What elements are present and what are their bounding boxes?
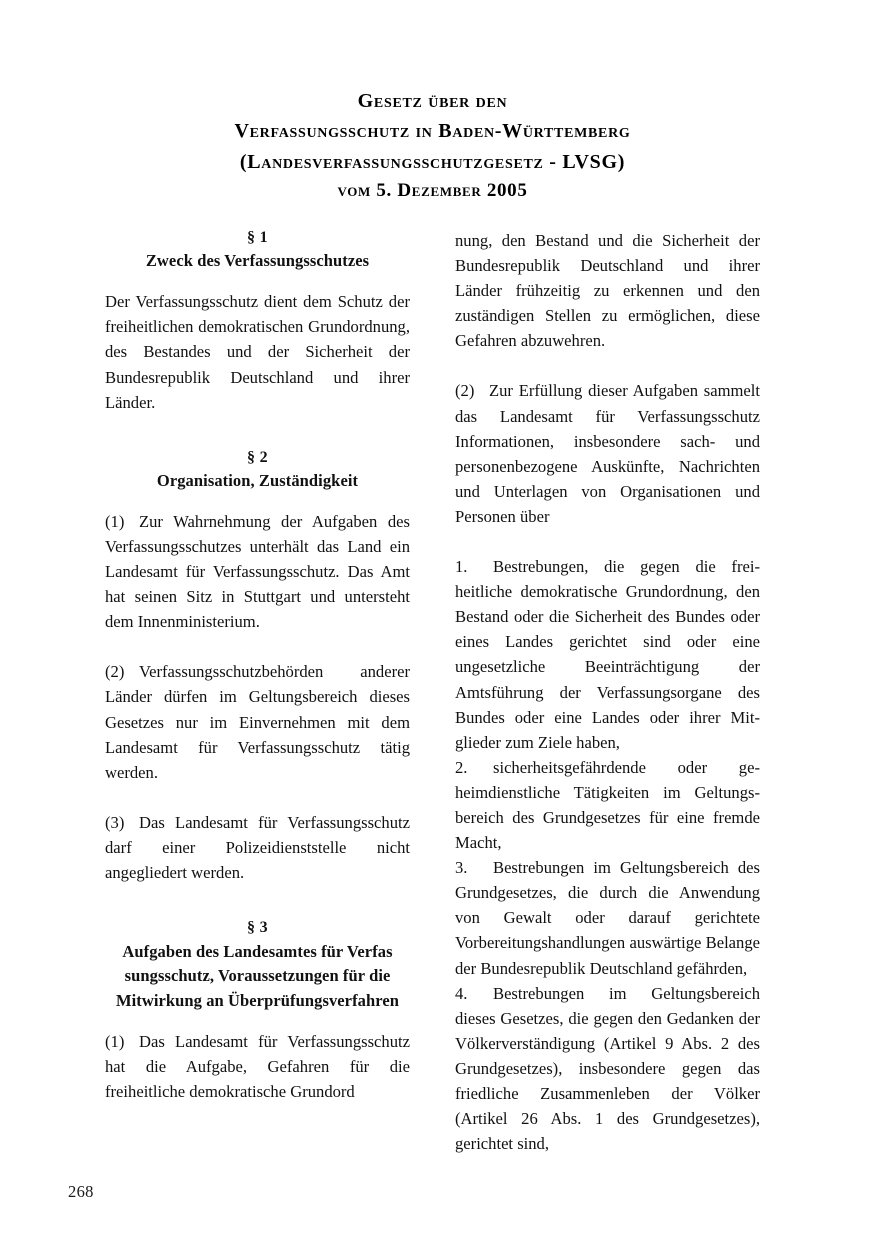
list-item: [455, 981, 760, 1157]
list-item-text: Bestrebungen im Geltungsbereich des Grundgesetzes, die durch die Anwendung von Gewalt oder darauf gerichtete Vorbereitungshandlungen auswärtige Belange der Bundesrepublik Deutschland gefährden,: [455, 858, 760, 978]
section-2-paragraph-2-text: Verfassungsschutzbehörden anderer Länder dürfen im Geltungsbereich dieses Gesetzes nur im Einvernehmen mit dem Landesamt für Verfassungsschutz tätig werden.: [105, 662, 410, 782]
left-column: [105, 228, 410, 1104]
section-2-paragraph-2-label: (2): [105, 662, 125, 682]
section-1-title: Zweck des Verfassungsschutzes: [145, 251, 370, 271]
section-3-paragraph-1-text: Das Landesamt für Verfassungsschutz hat die Aufgabe, Gefahren für die freiheitliche demokratische Grundord: [105, 1031, 410, 1102]
section-2-paragraph-1: [105, 509, 410, 634]
section-1-number: § 1: [247, 229, 268, 246]
section-3-number: § 3: [247, 919, 268, 937]
list-item-text: Bestrebungen im Geltungsbereich dieses Gesetzes, die gegen den Gedanken der Völkerverständigung (Artikel 9 Abs. 2 des Grundgesetzes), insbesondere gegen das friedliche Zusammenleben der Völker (Artikel 26 Abs. 1 des Grundgesetzes), gerichtet sind,: [455, 983, 760, 1154]
title-line-3: (Landesverfassungsschutzgesetz - LVSG): [239, 150, 626, 173]
section-2-heading: [105, 448, 410, 493]
section-2-paragraph-3-label: (3): [105, 812, 125, 832]
list-item: [455, 855, 760, 980]
section-2-paragraph-2: [105, 659, 410, 784]
list-item-text: Bestrebungen, die gegen die freiheitliche demokratische Grundordnung, den Bestand oder die Sicherheit des Bundes oder eines Landes gerichtet sind oder eine ungesetzliche Beeinträchtigung der Amtsführung der Verfassungsorgane des Bundes oder eine Landes oder ihrer Mitglieder zum Ziele haben,: [455, 557, 760, 752]
list-item: [455, 755, 760, 855]
list-item-text: sicherheitsgefährdende oder geheimdienstliche Tätigkeiten im Geltungsbereich des Grundgesetzes für eine fremde Macht,: [455, 757, 760, 853]
section-2-title: Organisation, Zuständigkeit: [156, 471, 359, 491]
title-line-4: vom 5. Dezember 2005: [337, 180, 528, 202]
page-number: 268: [68, 1182, 94, 1201]
section-3-paragraph-1-continuation: nung, den Bestand und die Sicherheit der Bundesrepublik Deutschland und ihrer Länder frühzeitig zu erkennen und den zuständigen Stellen zu ermöglichen, diese Gefahren abzuwehren.: [455, 231, 760, 351]
section-1-heading: [105, 228, 410, 273]
section-2-paragraph-3: [105, 810, 410, 885]
section-3-title-line-2: sungsschutz, Voraussetzungen für die: [124, 966, 391, 986]
section-2-number: § 2: [247, 448, 268, 466]
title-line-2: Verfassungsschutz in Baden-Württemberg: [234, 120, 631, 143]
section-2-paragraph-3-text: Das Landesamt für Verfassungsschutz darf einer Polizeidienststelle nicht angegliedert werden.: [105, 812, 410, 883]
list-item-number: 2.: [455, 757, 468, 777]
list-item-number: 1.: [455, 557, 468, 577]
section-3-heading: [105, 918, 410, 1013]
section-1-paragraph-1: Der Verfassungsschutz dient dem Schutz der freiheitlichen demokratischen Grundordnung, des Bestandes und der Sicherheit der Bundesrepublik Deutschland und ihrer Länder.: [105, 292, 410, 412]
section-2-paragraph-1-label: (1): [105, 511, 125, 531]
section-3-paragraph-2-label: (2): [455, 381, 475, 401]
document-title: [105, 86, 760, 206]
section-3-title-line-3: Mitwirkung an Überprüfungsverfahren: [115, 991, 400, 1011]
list-item-number: 4.: [455, 983, 468, 1003]
section-3-paragraph-2: [455, 378, 760, 529]
list-item: [455, 554, 760, 755]
body-columns: [105, 228, 760, 1158]
section-3-paragraph-2-text: Zur Erfüllung dieser Aufgaben sammelt das Landesamt für Verfassungsschutz Informationen, insbesondere sach- und personenbezogene Auskünfte, Nachrichten und Unterlagen von Organisationen und Personen über: [455, 381, 760, 526]
right-column: [455, 228, 760, 1156]
section-2-paragraph-1-text: Zur Wahrnehmung der Aufgaben des Verfassungsschutzes unterhält das Land ein Landesamt für Verfassungsschutz. Das Amt hat seinen Sitz in Stuttgart und untersteht dem Innenministerium.: [105, 511, 410, 632]
section-3-paragraph-1: [105, 1029, 410, 1104]
title-line-1: Gesetz über den: [357, 90, 508, 112]
list-item-number: 3.: [455, 858, 468, 878]
section-3-title-line-1: Aufgaben des Landesamtes für Verfas: [122, 941, 393, 961]
section-3-paragraph-1-label: (1): [105, 1031, 125, 1051]
